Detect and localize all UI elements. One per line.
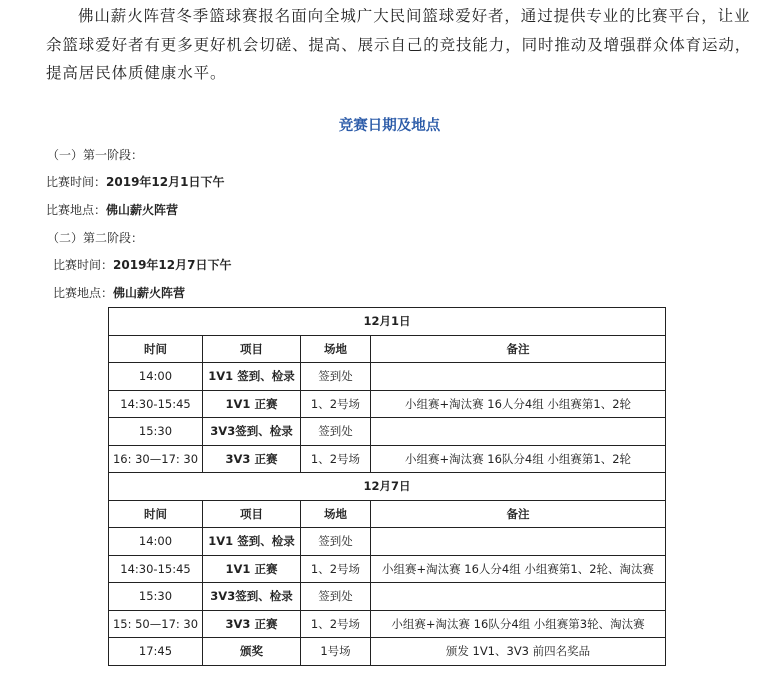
stage1-place-value: 佛山薪火阵营 bbox=[106, 203, 179, 217]
cell-item: 1V1 正赛 bbox=[203, 390, 301, 418]
cell-item: 3V3签到、检录 bbox=[203, 583, 301, 611]
cell-time: 14:00 bbox=[109, 528, 203, 556]
schedule-table bbox=[108, 307, 666, 666]
stage1-time-value: 2019年12月1日下午 bbox=[106, 175, 225, 189]
col-header-time: 时间 bbox=[109, 500, 203, 528]
stage2-time-value: 2019年12月7日下午 bbox=[113, 258, 232, 272]
day1-title-row bbox=[109, 308, 666, 336]
cell-venue: 1、2号场 bbox=[301, 610, 371, 638]
col-header-item: 项目 bbox=[203, 335, 301, 363]
stage1-time bbox=[46, 173, 224, 190]
col-header-time: 时间 bbox=[109, 335, 203, 363]
day2-title-row bbox=[109, 473, 666, 501]
cell-notes bbox=[371, 528, 666, 556]
col-header-item: 项目 bbox=[203, 500, 301, 528]
cell-venue: 1号场 bbox=[301, 638, 371, 666]
cell-notes: 小组赛+淘汰赛 16人分4组 小组赛第1、2轮 bbox=[371, 390, 666, 418]
cell-venue: 1、2号场 bbox=[301, 445, 371, 473]
cell-time: 16: 30—17: 30 bbox=[109, 445, 203, 473]
cell-time: 14:00 bbox=[109, 363, 203, 391]
cell-notes: 小组赛+淘汰赛 16队分4组 小组赛第3轮、淘汰赛 bbox=[371, 610, 666, 638]
table-row bbox=[109, 610, 666, 638]
cell-venue: 签到处 bbox=[301, 583, 371, 611]
stage2-place-value: 佛山薪火阵营 bbox=[113, 286, 186, 300]
section-title: 竞赛日期及地点 bbox=[338, 118, 441, 134]
stage1-place bbox=[46, 201, 178, 218]
cell-item: 1V1 签到、检录 bbox=[203, 528, 301, 556]
cell-time: 14:30-15:45 bbox=[109, 555, 203, 583]
stage2-place-label: 比赛地点： bbox=[53, 286, 114, 300]
cell-venue: 签到处 bbox=[301, 528, 371, 556]
cell-item: 3V3 正赛 bbox=[203, 445, 301, 473]
day1-header-row bbox=[109, 335, 666, 363]
cell-notes: 小组赛+淘汰赛 16队分4组 小组赛第1、2轮 bbox=[371, 445, 666, 473]
intro-paragraph: 佛山薪火阵营冬季篮球赛报名面向全城广大民间篮球爱好者，通过提供专业的比赛平台，让业余篮球爱好者有更多更好机会切磋、提高、展示自己的竞技能力，同时推动及增强群众体育运动，提高居民体质健康水平。 bbox=[46, 7, 752, 82]
day1-title: 12月1日 bbox=[109, 308, 666, 336]
stage1-time-label: 比赛时间： bbox=[46, 175, 107, 189]
cell-time: 15:30 bbox=[109, 583, 203, 611]
stage2-label: （二）第二阶段： bbox=[47, 231, 144, 245]
day2-title: 12月7日 bbox=[109, 473, 666, 501]
day2-header-row bbox=[109, 500, 666, 528]
cell-notes: 小组赛+淘汰赛 16人分4组 小组赛第1、2轮、淘汰赛 bbox=[371, 555, 666, 583]
cell-item: 1V1 签到、检录 bbox=[203, 363, 301, 391]
table-row bbox=[109, 638, 666, 666]
table-row bbox=[109, 363, 666, 391]
cell-time: 14:30-15:45 bbox=[109, 390, 203, 418]
table-row bbox=[109, 555, 666, 583]
cell-time: 15:30 bbox=[109, 418, 203, 446]
col-header-venue: 场地 bbox=[301, 335, 371, 363]
cell-venue: 签到处 bbox=[301, 363, 371, 391]
cell-venue: 1、2号场 bbox=[301, 390, 371, 418]
cell-item: 3V3签到、检录 bbox=[203, 418, 301, 446]
stage2-time-label: 比赛时间： bbox=[53, 258, 114, 272]
table-row bbox=[109, 390, 666, 418]
cell-time: 17:45 bbox=[109, 638, 203, 666]
table-row bbox=[109, 445, 666, 473]
cell-venue: 签到处 bbox=[301, 418, 371, 446]
cell-notes bbox=[371, 583, 666, 611]
stage2-time bbox=[53, 256, 231, 273]
table-row bbox=[109, 418, 666, 446]
cell-time: 15: 50—17: 30 bbox=[109, 610, 203, 638]
cell-venue: 1、2号场 bbox=[301, 555, 371, 583]
stage1-label: （一）第一阶段： bbox=[47, 148, 144, 162]
cell-item: 1V1 正赛 bbox=[203, 555, 301, 583]
cell-notes bbox=[371, 418, 666, 446]
col-header-venue: 场地 bbox=[301, 500, 371, 528]
cell-notes: 颁发 1V1、3V3 前四名奖品 bbox=[371, 638, 666, 666]
cell-notes bbox=[371, 363, 666, 391]
table-row bbox=[109, 583, 666, 611]
stage1-place-label: 比赛地点： bbox=[46, 203, 107, 217]
stage2-place bbox=[53, 284, 185, 301]
cell-item: 颁奖 bbox=[203, 638, 301, 666]
col-header-notes: 备注 bbox=[371, 335, 666, 363]
cell-item: 3V3 正赛 bbox=[203, 610, 301, 638]
col-header-notes: 备注 bbox=[371, 500, 666, 528]
table-row bbox=[109, 528, 666, 556]
